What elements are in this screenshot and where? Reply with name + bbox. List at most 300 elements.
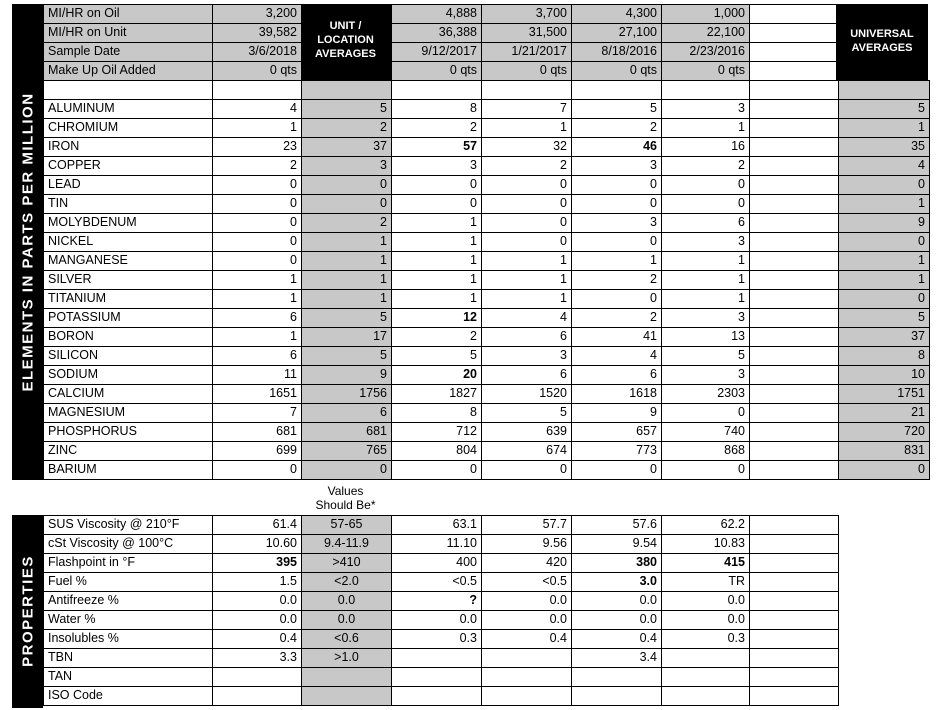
element-history-value [749,213,839,233]
element-history-value: 0 [661,175,750,195]
element-history-value [749,384,839,404]
universal-header-line: UNIVERSAL [850,28,914,40]
info-current-value: 0 qts [212,61,302,81]
property-history-value: 415 [661,553,750,573]
property-history-value [661,667,750,687]
property-should-be: <0.6 [301,629,392,649]
element-history-value: 657 [571,422,662,442]
property-current: 0.0 [212,610,302,630]
property-history-value: 3.0 [571,572,662,592]
element-history-value: 3 [661,308,750,328]
element-history-value: 9 [571,403,662,423]
element-universal-average: 21 [838,403,930,423]
element-unit-average: 5 [301,308,392,328]
element-name: LEAD [43,175,213,195]
element-history-value: 8 [391,403,482,423]
element-history-value: 1618 [571,384,662,404]
property-name: Flashpoint in °F [43,553,213,573]
unit-location-averages-header [300,19,391,61]
element-history-value: 5 [391,346,482,366]
element-history-value: 1 [661,251,750,271]
element-history-value [749,346,839,366]
spacer-cell [571,80,662,100]
element-universal-average: 720 [838,422,930,442]
element-history-value: 3 [571,156,662,176]
element-history-value: 4 [481,308,572,328]
property-history-value: 0.4 [481,629,572,649]
element-name: IRON [43,137,213,157]
element-unit-average: 6 [301,403,392,423]
property-should-be [301,686,392,706]
info-history-value: 1/21/2017 [481,42,572,62]
element-history-value: 1 [571,251,662,271]
element-current: 1 [212,118,302,138]
element-history-value [749,99,839,119]
property-history-value [481,667,572,687]
property-history-value [749,610,839,630]
element-history-value: 0 [661,460,750,480]
element-history-value: 0 [481,194,572,214]
element-universal-average: 5 [838,99,930,119]
info-history-value [749,42,839,62]
property-history-value: 0.0 [661,591,750,611]
property-name: ISO Code [43,686,213,706]
element-universal-average: 5 [838,308,930,328]
element-unit-average: 37 [301,137,392,157]
element-universal-average: 831 [838,441,930,461]
info-history-value [749,4,839,24]
values-should-be-note [300,484,391,512]
element-history-value: 2 [391,118,482,138]
element-name: TITANIUM [43,289,213,309]
property-history-value [749,686,839,706]
property-current: 10.60 [212,534,302,554]
element-history-value: 1 [391,213,482,233]
element-history-value: 20 [391,365,482,385]
element-history-value: 0 [391,175,482,195]
element-history-value: 3 [391,156,482,176]
property-should-be: 0.0 [301,610,392,630]
element-current: 11 [212,365,302,385]
universal-header-line: AVERAGES [851,42,913,54]
element-history-value [749,403,839,423]
element-universal-average: 0 [838,289,930,309]
property-name: Insolubles % [43,629,213,649]
element-universal-average: 1 [838,194,930,214]
element-name: POTASSIUM [43,308,213,328]
element-history-value: 1827 [391,384,482,404]
element-history-value: 712 [391,422,482,442]
element-current: 0 [212,213,302,233]
element-universal-average: 1 [838,118,930,138]
property-history-value: 9.56 [481,534,572,554]
property-history-value: 0.3 [661,629,750,649]
property-name: TAN [43,667,213,687]
element-current: 0 [212,232,302,252]
property-history-value [749,553,839,573]
property-history-value: 0.0 [481,610,572,630]
element-history-value: 3 [661,99,750,119]
element-history-value: 2 [661,156,750,176]
property-history-value: 3.4 [571,648,662,668]
element-history-value: 6 [571,365,662,385]
element-history-value [749,270,839,290]
element-name: ZINC [43,441,213,461]
element-name: SILVER [43,270,213,290]
element-history-value: 1 [481,251,572,271]
element-name: SODIUM [43,365,213,385]
element-history-value [749,308,839,328]
property-history-value [749,591,839,611]
element-history-value: 8 [391,99,482,119]
element-current: 2 [212,156,302,176]
info-history-value: 0 qts [661,61,750,81]
element-unit-average: 0 [301,194,392,214]
element-name: NICKEL [43,232,213,252]
element-current: 23 [212,137,302,157]
element-universal-average: 0 [838,460,930,480]
element-history-value: 41 [571,327,662,347]
elements-side-label: ELEMENTS IN PARTS PER MILLION [19,92,37,392]
info-history-value: 22,100 [661,23,750,43]
element-history-value: 1 [661,289,750,309]
element-history-value: 3 [661,232,750,252]
property-name: Water % [43,610,213,630]
element-name: TIN [43,194,213,214]
element-unit-average: 5 [301,99,392,119]
info-row-label: MI/HR on Unit [43,23,213,43]
element-name: COPPER [43,156,213,176]
info-history-value: 8/18/2016 [571,42,662,62]
spacer-cell [661,80,750,100]
element-universal-average: 35 [838,137,930,157]
property-history-value: 420 [481,553,572,573]
element-universal-average: 10 [838,365,930,385]
spacer-cell [391,80,482,100]
property-history-value [481,686,572,706]
element-history-value [749,175,839,195]
element-history-value: 0 [481,460,572,480]
property-history-value: 0.0 [391,610,482,630]
element-history-value: 0 [571,289,662,309]
element-history-value: 0 [391,194,482,214]
element-current: 4 [212,99,302,119]
element-history-value: 6 [481,365,572,385]
element-universal-average: 0 [838,175,930,195]
property-current [212,686,302,706]
element-name: MOLYBDENUM [43,213,213,233]
property-history-value [571,667,662,687]
info-current-value: 3,200 [212,4,302,24]
spacer-cell [481,80,572,100]
element-unit-average: 17 [301,327,392,347]
element-history-value: 773 [571,441,662,461]
info-history-value: 31,500 [481,23,572,43]
property-should-be: >410 [301,553,392,573]
element-history-value: 868 [661,441,750,461]
property-history-value: 57.7 [481,515,572,535]
note-line: Should Be* [315,498,376,512]
element-unit-average: 2 [301,213,392,233]
element-history-value: 1 [481,118,572,138]
element-name: PHOSPHORUS [43,422,213,442]
element-history-value: 4 [571,346,662,366]
property-history-value: 0.0 [481,591,572,611]
element-history-value [749,194,839,214]
element-universal-average: 4 [838,156,930,176]
element-history-value: 639 [481,422,572,442]
property-history-value: 400 [391,553,482,573]
property-history-value: 0.0 [661,610,750,630]
element-unit-average: 1756 [301,384,392,404]
element-history-value [749,232,839,252]
element-history-value [749,137,839,157]
spacer-cell [301,80,392,100]
info-current-value: 3/6/2018 [212,42,302,62]
element-history-value: 0 [571,232,662,252]
element-unit-average: 0 [301,460,392,480]
element-name: ALUMINUM [43,99,213,119]
element-unit-average: 9 [301,365,392,385]
element-universal-average: 1 [838,270,930,290]
element-history-value: 1 [391,251,482,271]
property-history-value: 380 [571,553,662,573]
element-unit-average: 3 [301,156,392,176]
property-should-be: 0.0 [301,591,392,611]
element-history-value: 0 [481,175,572,195]
spacer-cell [212,80,302,100]
element-history-value: 1 [481,289,572,309]
property-current: 3.3 [212,648,302,668]
element-universal-average: 37 [838,327,930,347]
element-history-value: 3 [571,213,662,233]
element-name: BARIUM [43,460,213,480]
element-history-value: 57 [391,137,482,157]
property-name: Antifreeze % [43,591,213,611]
element-universal-average: 9 [838,213,930,233]
info-history-value [749,23,839,43]
element-name: MAGNESIUM [43,403,213,423]
property-history-value [749,515,839,535]
element-history-value: 674 [481,441,572,461]
property-name: TBN [43,648,213,668]
property-history-value: <0.5 [391,572,482,592]
element-history-value: 6 [481,327,572,347]
property-history-value [661,686,750,706]
property-history-value: <0.5 [481,572,572,592]
element-unit-average: 1 [301,270,392,290]
property-history-value: 62.2 [661,515,750,535]
element-history-value: 0 [661,403,750,423]
property-history-value [749,629,839,649]
element-history-value: 0 [391,460,482,480]
property-should-be [301,667,392,687]
info-row-label: Sample Date [43,42,213,62]
element-universal-average: 1751 [838,384,930,404]
element-history-value: 804 [391,441,482,461]
element-current: 681 [212,422,302,442]
element-current: 7 [212,403,302,423]
spacer-cell [43,80,213,100]
element-history-value: 0 [481,232,572,252]
info-history-value: 36,388 [391,23,482,43]
element-universal-average: 8 [838,346,930,366]
element-unit-average: 1 [301,251,392,271]
info-current-value: 39,582 [212,23,302,43]
unit-header-line: LOCATION [317,34,374,46]
element-current: 6 [212,346,302,366]
element-history-value: 1520 [481,384,572,404]
info-history-value: 9/12/2017 [391,42,482,62]
property-current: 0.4 [212,629,302,649]
element-history-value: 3 [661,365,750,385]
element-name: CALCIUM [43,384,213,404]
element-history-value [749,460,839,480]
element-history-value: 1 [391,289,482,309]
element-history-value [749,156,839,176]
property-history-value: 9.54 [571,534,662,554]
element-current: 0 [212,460,302,480]
element-history-value [749,327,839,347]
info-history-value: 2/23/2016 [661,42,750,62]
element-unit-average: 0 [301,175,392,195]
element-history-value: 740 [661,422,750,442]
property-should-be: 9.4-11.9 [301,534,392,554]
info-history-value: 0 qts [391,61,482,81]
property-history-value [749,534,839,554]
note-line: Values [327,484,364,498]
element-universal-average: 1 [838,251,930,271]
info-history-value [749,61,839,81]
element-history-value: 1 [391,232,482,252]
property-history-value: 57.6 [571,515,662,535]
element-history-value: 2 [391,327,482,347]
element-history-value [749,251,839,271]
property-history-value: 63.1 [391,515,482,535]
property-history-value: 10.83 [661,534,750,554]
info-history-value: 0 qts [571,61,662,81]
element-history-value: 6 [661,213,750,233]
element-history-value: 2 [571,270,662,290]
element-current: 0 [212,194,302,214]
property-name: cSt Viscosity @ 100°C [43,534,213,554]
element-name: SILICON [43,346,213,366]
element-history-value: 16 [661,137,750,157]
element-history-value: 1 [661,270,750,290]
element-current: 1 [212,289,302,309]
element-history-value: 0 [661,194,750,214]
property-history-value: ? [391,591,482,611]
info-history-value: 0 qts [481,61,572,81]
info-history-value: 3,700 [481,4,572,24]
element-unit-average: 681 [301,422,392,442]
property-history-value: 0.0 [571,610,662,630]
element-current: 0 [212,175,302,195]
element-name: MANGANESE [43,251,213,271]
element-current: 6 [212,308,302,328]
element-history-value [749,422,839,442]
property-name: Fuel % [43,572,213,592]
element-unit-average: 1 [301,232,392,252]
element-history-value: 0 [571,175,662,195]
element-unit-average: 1 [301,289,392,309]
property-history-value: 0.0 [571,591,662,611]
element-history-value: 2 [481,156,572,176]
element-history-value: 3 [481,346,572,366]
property-history-value [749,667,839,687]
info-history-value: 27,100 [571,23,662,43]
element-history-value: 5 [661,346,750,366]
element-history-value [749,289,839,309]
property-history-value [391,667,482,687]
element-universal-average: 0 [838,232,930,252]
element-history-value: 1 [481,270,572,290]
unit-header-line: AVERAGES [315,48,376,60]
property-history-value [661,648,750,668]
element-unit-average: 2 [301,118,392,138]
info-history-value: 4,300 [571,4,662,24]
property-current: 61.4 [212,515,302,535]
element-history-value: 7 [481,99,572,119]
property-should-be: >1.0 [301,648,392,668]
unit-header-line: UNIT / [329,20,362,32]
property-current: 395 [212,553,302,573]
element-history-value [749,365,839,385]
element-name: BORON [43,327,213,347]
property-history-value: TR [661,572,750,592]
property-history-value [749,648,839,668]
property-history-value [749,572,839,592]
element-current: 1 [212,270,302,290]
property-current: 0.0 [212,591,302,611]
info-history-value: 1,000 [661,4,750,24]
property-name: SUS Viscosity @ 210°F [43,515,213,535]
property-current [212,667,302,687]
element-current: 699 [212,441,302,461]
element-history-value: 13 [661,327,750,347]
element-unit-average: 765 [301,441,392,461]
property-should-be: <2.0 [301,572,392,592]
element-unit-average: 5 [301,346,392,366]
element-history-value: 5 [571,99,662,119]
property-history-value [481,648,572,668]
property-history-value: 11.10 [391,534,482,554]
property-should-be: 57-65 [301,515,392,535]
property-history-value [391,686,482,706]
universal-averages-header [836,27,928,55]
element-history-value: 12 [391,308,482,328]
info-history-value: 4,888 [391,4,482,24]
element-history-value: 0 [571,194,662,214]
info-row-label: Make Up Oil Added [43,61,213,81]
element-history-value: 5 [481,403,572,423]
element-history-value [749,441,839,461]
element-history-value [749,118,839,138]
property-history-value: 0.4 [571,629,662,649]
property-history-value [571,686,662,706]
property-history-value: 0.3 [391,629,482,649]
element-history-value: 32 [481,137,572,157]
element-history-value: 0 [571,460,662,480]
element-current: 0 [212,251,302,271]
spacer-cell [838,80,930,100]
element-history-value: 2 [571,308,662,328]
spacer-cell [749,80,839,100]
element-history-value: 2303 [661,384,750,404]
element-history-value: 46 [571,137,662,157]
element-current: 1651 [212,384,302,404]
info-row-label: MI/HR on Oil [43,4,213,24]
